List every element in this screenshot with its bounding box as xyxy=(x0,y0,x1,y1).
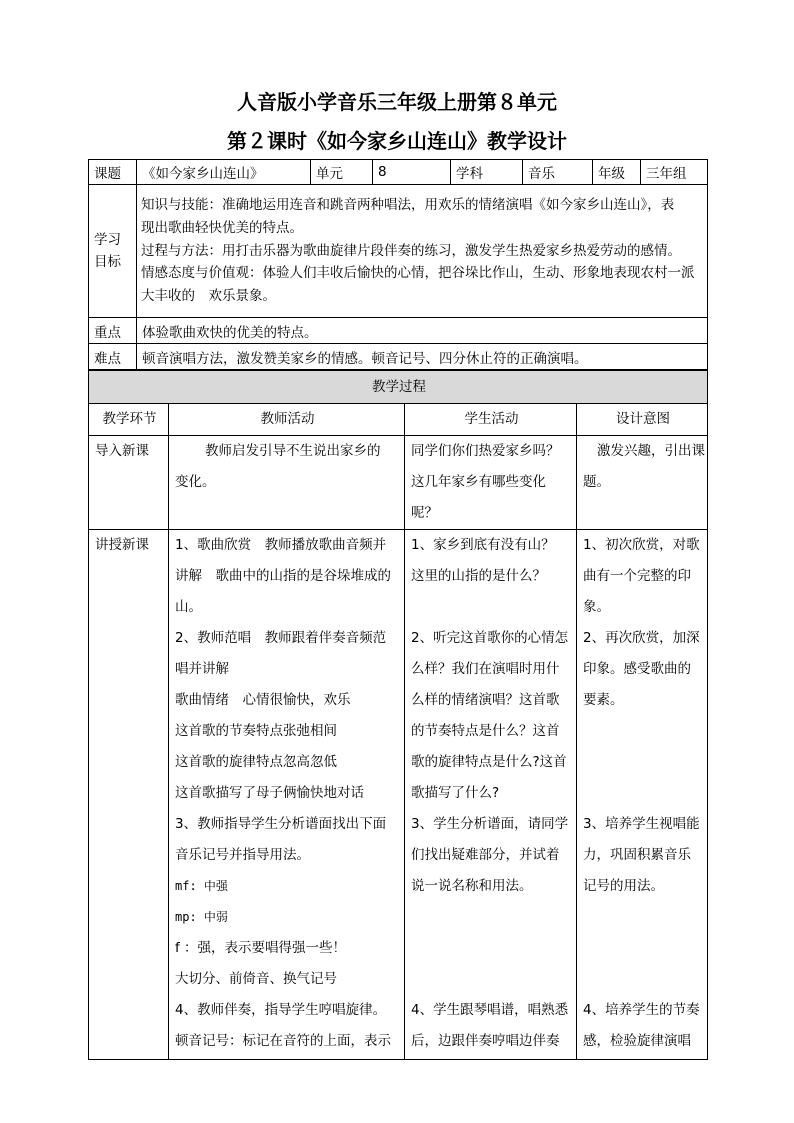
info-table xyxy=(88,159,708,370)
text-line: 3、教师指导学生分析谱面找出下面 xyxy=(175,816,387,832)
text-line: 激发兴趣，引出课 xyxy=(597,443,705,459)
stage-intro: 导入新课 xyxy=(89,436,169,530)
student-activity-new xyxy=(405,530,577,1060)
info-row-goals xyxy=(89,185,708,318)
document-subtitle: 第２课时《如今家乡山连山》教学设计 xyxy=(227,129,567,153)
unit-value: 8 xyxy=(373,160,451,185)
text-line xyxy=(411,592,572,623)
topic-label: 课题 xyxy=(89,160,137,185)
text-line: 歌曲情绪 心情很愉快，欢乐 xyxy=(175,692,351,708)
goal-line: 情感态度与价值观：体验人们丰收后愉快的心情，把谷垛比作山，生动、形象地表现农村一派 xyxy=(141,265,695,282)
key-value: 体验歌曲欢快的优美的特点。 xyxy=(137,318,708,344)
text-line: 记号的用法。 xyxy=(583,878,664,894)
header-student: 学生活动 xyxy=(405,404,577,436)
difficulty-value: 顿音演唱方法，激发赞美家乡的情感。顿音记号、四分休止符的正确演唱。 xyxy=(137,344,708,370)
process-section-row xyxy=(89,371,708,404)
info-row-difficulty xyxy=(89,344,708,370)
text-line: 3、培养学生视唱能 xyxy=(583,816,700,832)
text-line: 2、教师范唱 教师跟着伴奏音频范 xyxy=(175,630,387,646)
process-row-intro xyxy=(89,436,708,530)
goal-line: 大丰收的 欢乐景象。 xyxy=(141,288,276,305)
text-line: 的节奏特点是什么？这首 xyxy=(411,723,560,739)
process-table xyxy=(88,370,708,1060)
key-label: 重点 xyxy=(89,318,137,344)
text-line: 4、教师伴奏，指导学生哼唱旋律。 xyxy=(175,1002,387,1018)
student-activity-intro xyxy=(405,436,577,530)
process-header-row xyxy=(89,404,708,436)
text-line: 说一说名称和用法。 xyxy=(411,878,533,894)
text-line: 1、歌曲欣赏 教师播放歌曲音频并 xyxy=(175,537,387,553)
text-line: mf: 中强 xyxy=(175,879,228,893)
unit-label: 单元 xyxy=(311,160,373,185)
difficulty-label: 难点 xyxy=(89,344,137,370)
info-row-topic xyxy=(89,160,708,185)
text-line: 同学们你们热爱家乡吗？ xyxy=(411,443,560,459)
process-row-new xyxy=(89,530,708,1060)
text-line: 力，巩固积累音乐 xyxy=(583,847,691,863)
text-line: 感，检验旋律演唱 xyxy=(583,1033,691,1049)
text-line: 歌描写了什么? xyxy=(411,785,500,801)
text-line: 们找出疑难部分，并试着 xyxy=(411,847,560,863)
text-line xyxy=(583,964,703,995)
goal-line: 知识与技能：准确地运用连音和跳音两种唱法，用欢乐的情绪演唱《如今家乡山连山》，表 xyxy=(141,197,675,213)
text-line: 印象。感受歌曲的 xyxy=(583,661,691,677)
text-line: 要素。 xyxy=(583,692,624,708)
text-line: 这里的山指的是什么？ xyxy=(411,568,546,584)
text-line: mp: 中弱 xyxy=(175,910,228,924)
text-line: 变化。 xyxy=(175,474,216,490)
text-line: 4、培养学生的节奏 xyxy=(583,1002,700,1018)
goals-label-line-1: 学习 xyxy=(94,232,121,248)
teacher-activity-new xyxy=(169,530,405,1060)
text-line: 这首歌描写了母子俩愉快地对话 xyxy=(175,785,364,801)
text-line: 4、学生跟琴唱谱，唱熟悉 xyxy=(411,1002,569,1018)
header-teacher: 教师活动 xyxy=(169,404,405,436)
text-line: f ：强，表示要唱得强一些！ xyxy=(175,940,347,956)
grade-label: 年级 xyxy=(593,160,641,185)
subject-value: 音乐 xyxy=(523,160,593,185)
info-row-key xyxy=(89,318,708,344)
text-line: 3、学生分析谱面，请同学 xyxy=(411,816,569,832)
text-line: 歌的旋律特点是什么?这首 xyxy=(411,754,567,770)
text-line xyxy=(583,716,703,747)
text-line: 1、家乡到底有没有山？ xyxy=(411,537,555,553)
goals-content xyxy=(137,185,708,318)
text-line: 么样的情绪演唱？这首歌 xyxy=(411,692,560,708)
document-title: 人音版小学音乐三年级上册第８单元 xyxy=(237,90,557,114)
text-line: 讲解 歌曲中的山指的是谷垛堆成的 xyxy=(175,568,391,584)
text-line xyxy=(411,964,572,995)
goal-line: 过程与方法：用打击乐器为歌曲旋律片段伴奏的练习，激发学生热爱家乡热爱劳动的感情。 xyxy=(141,242,681,259)
section-title: 教学过程 xyxy=(89,371,708,404)
text-line: 山。 xyxy=(175,599,202,615)
text-line: 2、再次欣赏，加深 xyxy=(583,630,700,646)
text-line: 音乐记号并指导用法。 xyxy=(175,847,310,863)
goals-label-line-2: 目标 xyxy=(94,254,121,270)
text-line xyxy=(411,933,572,964)
grade-value: 三年组 xyxy=(641,160,708,185)
text-line: 2、听完这首歌你的心情怎 xyxy=(411,630,569,646)
text-line: 大切分、前倚音、换气记号 xyxy=(175,971,337,987)
subject-label: 学科 xyxy=(451,160,523,185)
text-line: 这几年家乡有哪些变化 xyxy=(411,474,546,490)
goal-line: 现出歌曲轻快优美的特点。 xyxy=(141,219,303,236)
topic-value: 《如今家乡山连山》 xyxy=(137,160,311,185)
text-line: 教师启发引导不生说出家乡的 xyxy=(205,443,381,459)
text-line xyxy=(583,747,703,778)
text-line: 后，边跟伴奏哼唱边伴奏 xyxy=(411,1033,560,1049)
text-line: 曲有一个完整的印 xyxy=(583,568,691,584)
text-line xyxy=(411,902,572,933)
text-line: 1、初次欣赏，对歌 xyxy=(583,537,700,553)
text-line: 这首歌的节奏特点张弛相间 xyxy=(175,723,337,739)
text-line: 象。 xyxy=(583,599,610,615)
intent-intro xyxy=(577,436,708,530)
teacher-activity-intro xyxy=(169,436,405,530)
text-line xyxy=(583,933,703,964)
text-line: 唱并讲解 xyxy=(175,661,229,677)
text-line: 顿音记号：标记在音符的上面，表示 xyxy=(175,1033,391,1049)
text-line xyxy=(583,778,703,809)
stage-new: 讲授新课 xyxy=(89,530,169,1060)
text-line xyxy=(583,902,703,933)
header-stage: 教学环节 xyxy=(89,404,169,436)
goals-label xyxy=(89,185,137,318)
text-line: 么样？我们在演唱时用什 xyxy=(411,661,560,677)
header-intent: 设计意图 xyxy=(577,404,708,436)
text-line: 题。 xyxy=(583,474,610,490)
text-line: 这首歌的旋律特点忽高忽低 xyxy=(175,754,337,770)
text-line: 呢？ xyxy=(411,505,438,521)
intent-new xyxy=(577,530,708,1060)
